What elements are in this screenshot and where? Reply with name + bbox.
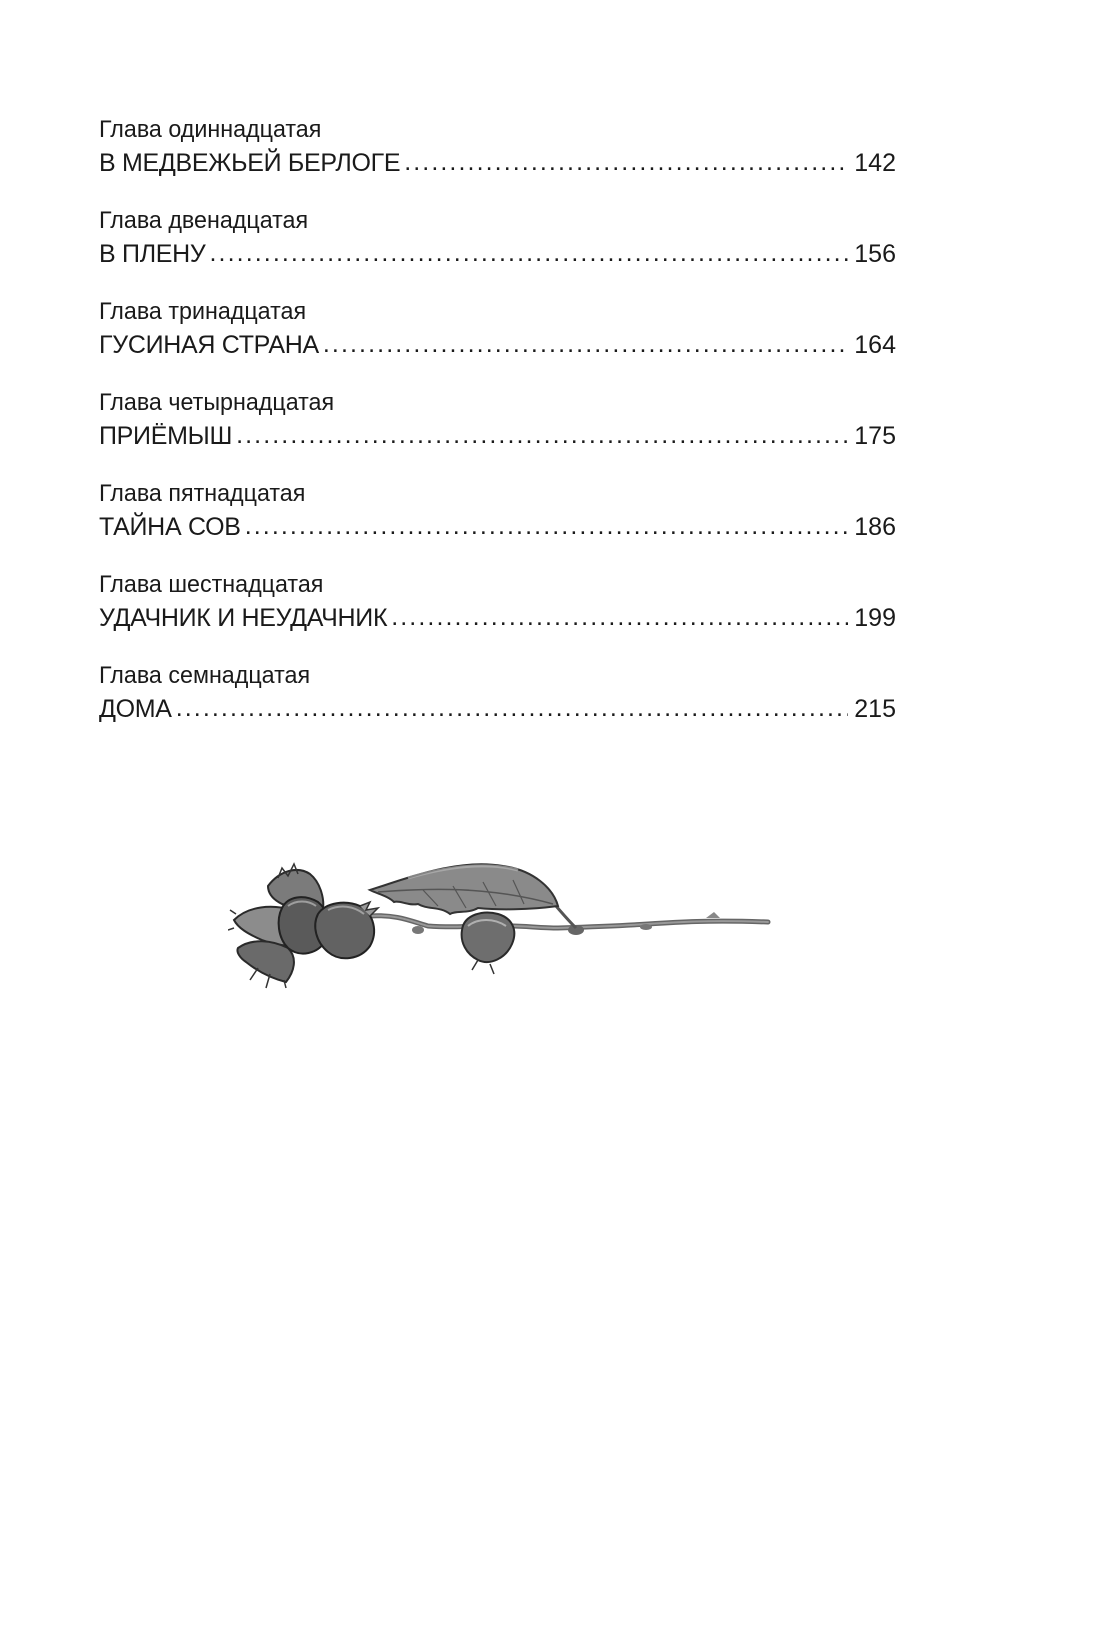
- chapter-label: Глава тринадцатая: [99, 298, 307, 325]
- toc-entry[interactable]: [99, 660, 896, 751]
- title-line: [99, 692, 896, 726]
- dot-leader: [210, 236, 849, 270]
- toc-entry[interactable]: [99, 296, 896, 387]
- page-number[interactable]: 186: [854, 513, 896, 541]
- title-line: [99, 419, 896, 453]
- toc-entry[interactable]: [99, 569, 896, 660]
- page-number[interactable]: 215: [854, 695, 896, 723]
- page-number[interactable]: 199: [854, 604, 896, 632]
- chapter-label: Глава шестнадцатая: [99, 571, 324, 598]
- page-number[interactable]: 142: [854, 149, 896, 177]
- toc-entry[interactable]: [99, 205, 896, 296]
- dot-leader: [176, 691, 849, 725]
- chapter-label: Глава семнадцатая: [99, 662, 311, 689]
- dot-leader: [404, 145, 848, 179]
- chapter-title[interactable]: УДАЧНИК И НЕУДАЧНИК: [99, 604, 388, 632]
- title-line: [99, 601, 896, 635]
- toc-entry[interactable]: [99, 387, 896, 478]
- page-number[interactable]: 156: [854, 240, 896, 268]
- dot-leader: [323, 327, 848, 361]
- chapter-title[interactable]: ДОМА: [99, 695, 172, 723]
- toc-entry[interactable]: [99, 114, 896, 205]
- title-line: [99, 328, 896, 362]
- chapter-title[interactable]: ГУСИНАЯ СТРАНА: [99, 331, 319, 359]
- chapter-label: Глава двенадцатая: [99, 207, 309, 234]
- title-line: [99, 146, 896, 180]
- toc-entry[interactable]: [99, 478, 896, 569]
- chapter-title[interactable]: В МЕДВЕЖЬЕЙ БЕРЛОГЕ: [99, 149, 401, 177]
- chapter-title[interactable]: ПРИЁМЫШ: [99, 422, 233, 450]
- page-number[interactable]: 164: [854, 331, 896, 359]
- table-of-contents: [99, 114, 896, 751]
- dot-leader: [391, 600, 848, 634]
- title-line: [99, 510, 896, 544]
- title-line: [99, 237, 896, 271]
- chapter-label: Глава четырнадцатая: [99, 389, 335, 416]
- dot-leader: [245, 509, 849, 543]
- chapter-title[interactable]: ТАЙНА СОВ: [99, 513, 241, 541]
- page-number[interactable]: 175: [854, 422, 896, 450]
- hazelnut-branch-icon: [228, 848, 776, 990]
- dot-leader: [236, 418, 848, 452]
- chapter-label: Глава одиннадцатая: [99, 116, 322, 143]
- chapter-label: Глава пятнадцатая: [99, 480, 306, 507]
- chapter-title[interactable]: В ПЛЕНУ: [99, 240, 206, 268]
